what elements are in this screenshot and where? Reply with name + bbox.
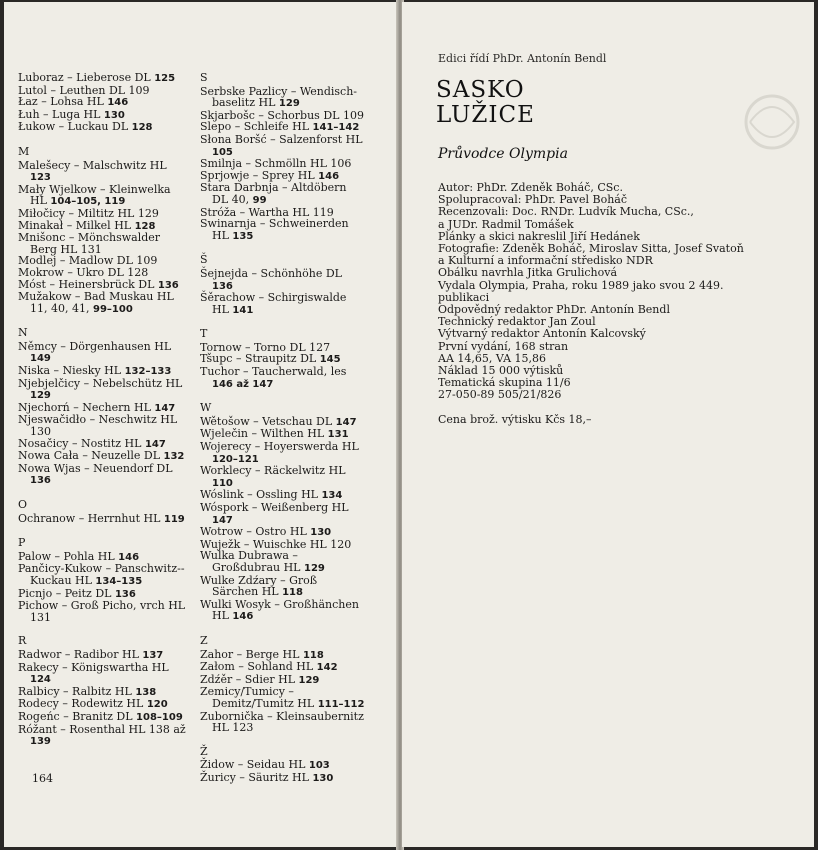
index-entry-page-ref: 139 [30, 736, 51, 748]
index-column-1 [18, 72, 190, 748]
index-entry-text: Mokrow – Ukro DL 128 [18, 265, 149, 279]
index-section-letter: M [18, 144, 30, 158]
index-entry-page-ref: 129 [278, 98, 300, 110]
index-entry-page-ref: 138 [135, 686, 157, 698]
left-page [4, 2, 398, 847]
index-entry-page-ref: 99 [252, 194, 267, 206]
index-entry-page-ref: 141–142 [312, 122, 360, 134]
index-entry-page-ref: 136 [114, 588, 136, 600]
index-entry [18, 463, 190, 487]
index-entry [200, 711, 366, 734]
index-entry-page-ref: 132 [163, 451, 185, 463]
index-entry [18, 662, 190, 686]
title-line-2: LUŽICE [436, 102, 535, 128]
index-entry-text: Wotrow – Ostro HL [200, 525, 311, 539]
credit-line: 27-050-89 505/21/826 [438, 388, 562, 402]
index-section-letter: N [18, 326, 28, 340]
index-section-letter: W [200, 401, 212, 415]
index-entry-text: Wulke Zdźary – Groß Särchen HL [200, 573, 318, 599]
index-entry [200, 441, 366, 465]
credit-line: Spolupracoval: PhDr. Pavel Boháč [438, 193, 627, 207]
index-entry-text: Tuchor – Taucherwald, les [200, 365, 347, 379]
index-entry-text: Swinarnja – Schweinerden HL [200, 217, 349, 242]
index-entry-page-ref: 142 [316, 662, 338, 674]
index-entry [200, 366, 366, 390]
index-entry-text: Wjelečin – Wilthen HL [200, 427, 328, 441]
page-number: 164 [32, 772, 53, 785]
index-entry-text: Rakecy – Königswartha HL [18, 660, 169, 674]
index-entry-text: Stróža – Wartha HL 119 [200, 205, 334, 219]
index-entry [200, 686, 366, 710]
index-entry [200, 268, 366, 292]
index-entry-page-ref: 103 [308, 760, 330, 772]
index-entry-text: Miłočicy – Miltitz HL 129 [18, 206, 159, 220]
index-entry-text: Sprjowje – Sprey HL [200, 168, 319, 182]
index-entry-page-ref: 130 [310, 527, 332, 539]
index-entry-page-ref: 134–135 [95, 575, 143, 587]
series-editor: Edici řídí PhDr. Antonín Bendl [438, 52, 607, 65]
index-entry-text: Stara Darbnja – Altdöbern DL 40, [200, 181, 347, 206]
index-entry-page-ref: 131 [327, 429, 349, 441]
index-section-letter: R [18, 634, 27, 648]
index-entry-page-ref: 99–100 [92, 303, 133, 315]
index-entry-page-ref: 146 [118, 551, 140, 563]
index-entry-text: Mały Wjelkow – Kleinwelka HL [18, 182, 171, 208]
spacer [438, 402, 778, 414]
credit-line: a Kulturní a informační středisko NDR [438, 254, 653, 268]
index-entry [18, 378, 190, 402]
index-entry-text: Rogeńc – Branitz DL [18, 709, 137, 723]
index-entry-text: Załom – Sohland HL [200, 660, 317, 674]
credit-line: Fotografie: Zdeněk Boháč, Miroslav Sitta, Josef Svatoň [438, 242, 744, 256]
index-entry-text: Židow – Seidau HL [200, 758, 309, 772]
index-entry-page-ref: 146 [107, 97, 129, 109]
index-entry-text: Slepo – Schleife HL [200, 120, 313, 134]
credit-line: Technický redaktor Jan Zoul [438, 315, 596, 329]
index-entry [18, 184, 190, 208]
index-entry-text: Łuh – Luga HL [18, 107, 104, 121]
index-entry-page-ref: 125 [154, 73, 176, 84]
index-entry-text: Modlej – Madlow DL 109 [18, 254, 158, 268]
index-entry-text: Žuricy – Säuritz HL [200, 770, 313, 784]
index-entry [18, 121, 190, 134]
index-section-letter: S [200, 71, 208, 84]
index-column-2 [200, 72, 366, 784]
index-entry-text: Picnjo – Peitz DL [18, 586, 115, 600]
price-line: Cena brož. výtisku Kčs 18,– [438, 412, 592, 426]
index-entry-text: Zubornička – Kleinsaubernitz HL 123 [200, 709, 364, 735]
index-entry-page-ref: 128 [134, 220, 156, 232]
index-entry-text: Tšupc – Straupitz DL [200, 352, 320, 366]
index-entry-text: Worklecy – Räckelwitz HL [200, 464, 346, 478]
credits-block [438, 182, 778, 426]
index-entry-page-ref: 130 [312, 772, 334, 784]
credit-line: Vydala Olympia, Praha, roku 1989 jako svou 2 449. publikaci [438, 278, 724, 304]
index-entry-text: Róžant – Rosenthal HL 138 až [18, 722, 186, 736]
index-entry-page-ref: 111–112 [317, 698, 365, 710]
index-entry-page-ref: 141 [232, 304, 254, 316]
index-entry-page-ref: 147 [212, 514, 233, 526]
index-section-letter: T [200, 327, 208, 341]
index-entry-text: Rodecy – Rodewitz HL [18, 697, 147, 711]
index-entry [18, 513, 190, 526]
index-entry-text: Nowa Cała – Neuzelle DL [18, 449, 164, 463]
index-entry-page-ref: 118 [302, 649, 324, 661]
index-section-letter: P [18, 536, 26, 550]
index-entry-text: Wóslink – Ossling HL [200, 488, 322, 502]
index-entry-text: Njebjelčicy – Nebelschütz HL [18, 376, 183, 390]
index-entry-text: Njechorń – Nechern HL [18, 400, 155, 414]
index-entry-page-ref: 130 [103, 109, 125, 121]
index-entry-page-ref: 128 [131, 122, 153, 134]
index-entry-page-ref: 147 [154, 402, 176, 414]
index-entry-page-ref: 118 [282, 587, 303, 599]
index-entry-text: Němcy – Dörgenhausen HL [18, 339, 172, 353]
credit-line: První vydání, 168 stran [438, 339, 569, 353]
index-entry [200, 182, 366, 206]
index-entry-text: Pančicy-Kukow – Panschwitz--Kuckau HL [18, 562, 185, 587]
index-entry-page-ref: 136 [30, 475, 51, 487]
credit-line: a JUDr. Radmil Tomášek [438, 217, 574, 231]
index-entry-page-ref: 137 [142, 649, 164, 661]
index-entry-text: Niska – Niesky HL [18, 364, 125, 378]
credit-line: Tematická skupina 11/6 [438, 376, 571, 390]
index-entry-text: Wojerecy – Hoyerswerda HL [200, 440, 359, 454]
index-entry [18, 291, 190, 315]
index-entry-text: Luboraz – Lieberose DL [18, 71, 155, 84]
index-entry-text: Ralbicy – Ralbitz HL [18, 684, 136, 698]
book-subtitle: Průvodce Olympia [438, 146, 568, 162]
index-entry-page-ref: 145 [319, 354, 341, 366]
index-entry-page-ref: 149 [30, 353, 51, 365]
index-entry-page-ref: 146 [318, 170, 340, 182]
index-entry-text: Zemicy/Tumicy – Demitz/Tumitz HL [200, 685, 318, 710]
index-entry-text: Minakał – Milkel HL [18, 218, 135, 232]
index-entry [200, 575, 366, 599]
index-entry [200, 134, 366, 158]
index-entry-text: Mnišonc – Mönchswalder Berg HL 131 [18, 231, 161, 256]
index-section-letter: O [18, 498, 28, 511]
index-entry-page-ref: 104–105, 119 [50, 196, 126, 208]
index-entry-page-ref: 134 [321, 490, 343, 502]
credit-line: Odpovědný redaktor PhDr. Antonín Bendl [438, 303, 670, 317]
index-entry-text: Łukow – Luckau DL [18, 120, 132, 134]
index-entry-page-ref: 146 až 147 [212, 378, 274, 390]
index-entry-text: Radwor – Radibor HL [18, 647, 143, 661]
index-entry-text: Ochranow – Herrnhut HL [18, 511, 164, 525]
index-entry-text: Wulki Wosyk – Großhänchen HL [200, 597, 359, 623]
index-entry [18, 563, 190, 587]
credit-line: Autor: PhDr. Zdeněk Boháč, CSc. [438, 181, 623, 194]
credit-line: Obálku navrhla Jitka Grulichová [438, 266, 618, 280]
index-entry-page-ref: 129 [298, 674, 320, 686]
index-entry-text: Nowa Wjas – Neuendorf DL [18, 461, 173, 475]
index-entry-text: Słona Boršć – Salzenforst HL [200, 132, 363, 146]
index-entry-page-ref: 108–109 [136, 711, 183, 723]
index-entry [200, 218, 366, 242]
index-entry-text: Zdźěr – Sdier HL [200, 672, 299, 686]
index-entry [200, 502, 366, 526]
index-entry [18, 600, 190, 623]
index-entry-page-ref: 120 [146, 699, 168, 711]
title-line-1: SASKO [436, 77, 525, 103]
book-title [436, 78, 535, 128]
credit-line: AA 14,65, VA 15,86 [438, 351, 546, 365]
index-entry-page-ref: 135 [232, 230, 254, 242]
index-entry [18, 414, 190, 437]
index-entry-page-ref: 120–121 [212, 453, 259, 465]
index-entry-page-ref: 146 [232, 611, 254, 623]
index-entry [18, 232, 190, 255]
index-entry-text: Wuježk – Wuischke HL 120 [200, 537, 352, 551]
index-entry-page-ref: 147 [144, 438, 166, 450]
index-entry-text: Zahor – Berge HL [200, 647, 303, 661]
bleed-through-logo-icon [672, 82, 802, 162]
index-entry [200, 86, 366, 110]
index-section-letter: Z [200, 633, 208, 647]
credit-line: Recenzovali: Doc. RNDr. Ludvík Mucha, CSc., [438, 205, 694, 219]
index-entry-text: Njeswačidło – Neschwitz HL 130 [18, 413, 178, 439]
index-entry-text: Palow – Pohla HL [18, 549, 119, 563]
index-entry-text: Skjarbošc – Schorbus DL 109 [200, 108, 364, 122]
index-entry-page-ref: 129 [30, 390, 51, 402]
index-entry-text: Smilnja – Schmölln HL 106 [200, 157, 352, 171]
index-entry [18, 341, 190, 365]
index-entry-page-ref: 110 [212, 477, 233, 489]
credit-line: Výtvarný redaktor Antonín Kalcovský [438, 327, 646, 341]
index-entry-page-ref: 105 [212, 146, 233, 158]
index-entry-page-ref: 124 [30, 674, 51, 686]
index-entry [200, 550, 366, 574]
index-entry-text: Šejnejda – Schönhöhe DL [200, 266, 342, 280]
index-section-letter: Ž [200, 744, 208, 758]
index-entry-page-ref: 136 [157, 279, 179, 291]
index-entry-page-ref: 132–133 [124, 366, 172, 378]
index-entry [200, 772, 366, 785]
index-entry [200, 465, 366, 489]
credit-line: Náklad 15 000 výtisků [438, 364, 564, 378]
credit-line: Plánky a skici nakreslil Jiří Hedánek [438, 229, 640, 243]
index-entry-page-ref: 129 [303, 562, 325, 574]
index-entry-page-ref: 123 [30, 172, 51, 184]
index-entry-text: Tornow – Torno DL 127 [200, 340, 331, 354]
index-entry-text: Łaz – Lohsa HL [18, 95, 108, 109]
index-entry-page-ref: 119 [163, 513, 185, 525]
index-entry-text: Mužakow – Bad Muskau HL 11, 40, 41, [18, 290, 174, 315]
index-entry-page-ref: 136 [212, 280, 233, 292]
index-entry-text: Wulka Dubrawa – Großdubrau HL [200, 549, 304, 574]
right-page [402, 2, 814, 847]
index-entry-page-ref: 147 [335, 416, 357, 428]
index-entry-text: Wóspork – Weißenberg HL [200, 501, 349, 514]
index-entry [18, 160, 190, 184]
index-entry-text: Pichow – Groß Picho, vrch HL 131 [18, 599, 186, 624]
index-section-letter: Š [200, 253, 208, 267]
index-entry-text: Wětošow – Vetschau DL [200, 414, 336, 428]
index-entry [200, 599, 366, 623]
index-entry-text: Nosačicy – Nostitz HL [18, 436, 145, 450]
index-entry-text: Lutol – Leuthen DL 109 [18, 83, 150, 97]
index-entry [18, 724, 190, 748]
index-entry-text: Serbske Pazlicy – Wendisch-baselitz HL [200, 84, 357, 110]
index-entry [200, 292, 366, 316]
index-entry-text: Šěrachow – Schirgiswalde HL [200, 291, 347, 316]
index-entry-text: Móst – Heinersbrück DL [18, 277, 158, 291]
index-entry-text: Malešecy – Malschwitz HL [18, 158, 167, 172]
